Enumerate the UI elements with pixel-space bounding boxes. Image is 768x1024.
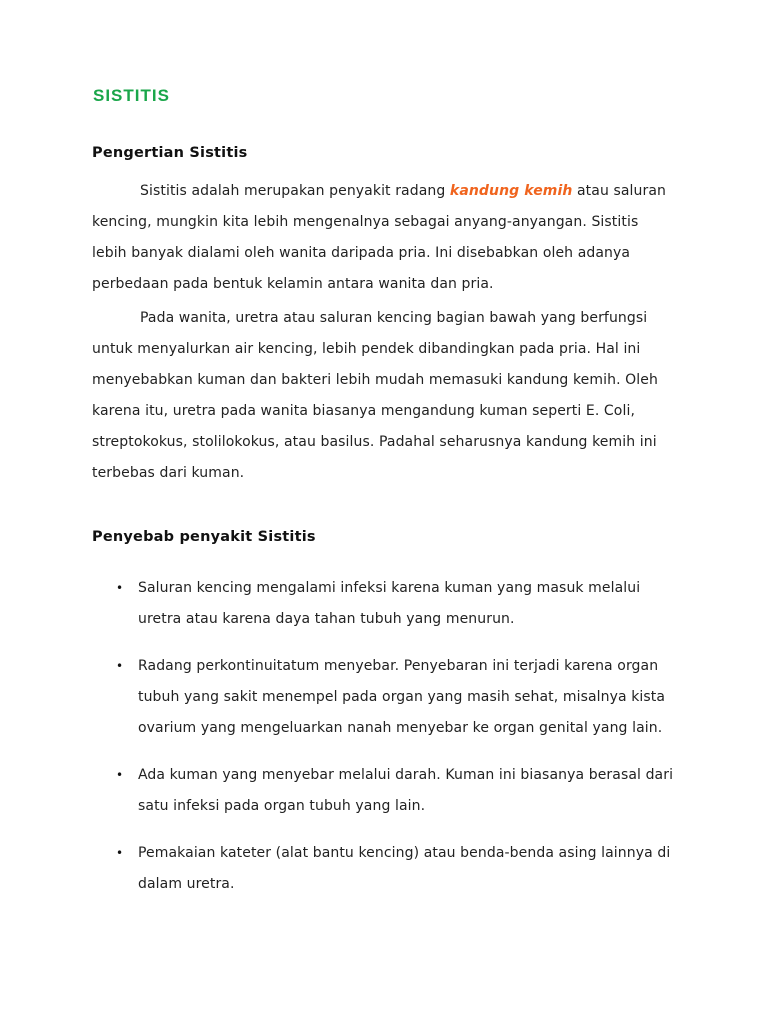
list-item — [116, 573, 676, 635]
bullet-icon: • — [116, 581, 124, 595]
bullet-icon: • — [116, 846, 124, 860]
paragraph-text: Sistitis adalah merupakan penyakit radang — [140, 183, 450, 199]
paragraph-urethra: Pada wanita, uretra atau saluran kencing bagian bawah yang berfungsi untuk menyalurkan air kencing, lebih pendek dibandingkan pada pria. Hal ini menyebabkan kuman dan bakteri lebih mudah memasuki kandung kemih. Oleh karena itu, uretra pada wanita biasanya mengandung kuman seperti E. Coli, streptokokus, stolilokokus, atau basilus. Padahal seharusnya kandung kemih ini terbebas dari kuman. — [92, 310, 658, 481]
section-heading-pengertian: Pengertian Sistitis — [92, 145, 248, 161]
bullet-icon: • — [116, 768, 124, 782]
list-item-text: Pemakaian kateter (alat bantu kencing) atau benda-benda asing lainnya di dalam uretra. — [138, 845, 671, 892]
list-item — [116, 651, 676, 744]
list-item-text: Ada kuman yang menyebar melalui darah. Kuman ini biasanya berasal dari satu infeksi pada organ tubuh yang lain. — [138, 767, 674, 814]
highlight-term: kandung kemih — [449, 183, 573, 199]
bullet-icon: • — [116, 659, 124, 673]
list-item — [116, 838, 676, 900]
list-item-text: Saluran kencing mengalami infeksi karena kuman yang masuk melalui uretra atau karena daya tahan tubuh yang menurun. — [138, 580, 641, 627]
document-title: SISTITIS — [93, 86, 170, 105]
list-item-text: Radang perkontinuitatum menyebar. Penyebaran ini terjadi karena organ tubuh yang sakit menempel pada organ yang masih sehat, misalnya kista ovarium yang mengeluarkan nanah menyebar ke organ genital yang lain. — [138, 658, 666, 736]
section-heading-penyebab: Penyebab penyakit Sistitis — [92, 529, 316, 545]
paragraph-definition — [92, 176, 672, 300]
list-item — [116, 760, 676, 822]
paragraph-text: atau saluran kencing, mungkin kita lebih mengenalnya sebagai anyang-anyangan. Sistitis lebih banyak dialami oleh wanita daripada pria. Ini disebabkan oleh adanya perbedaan pada bentuk kelamin antara wanita dan pria. — [92, 183, 667, 292]
